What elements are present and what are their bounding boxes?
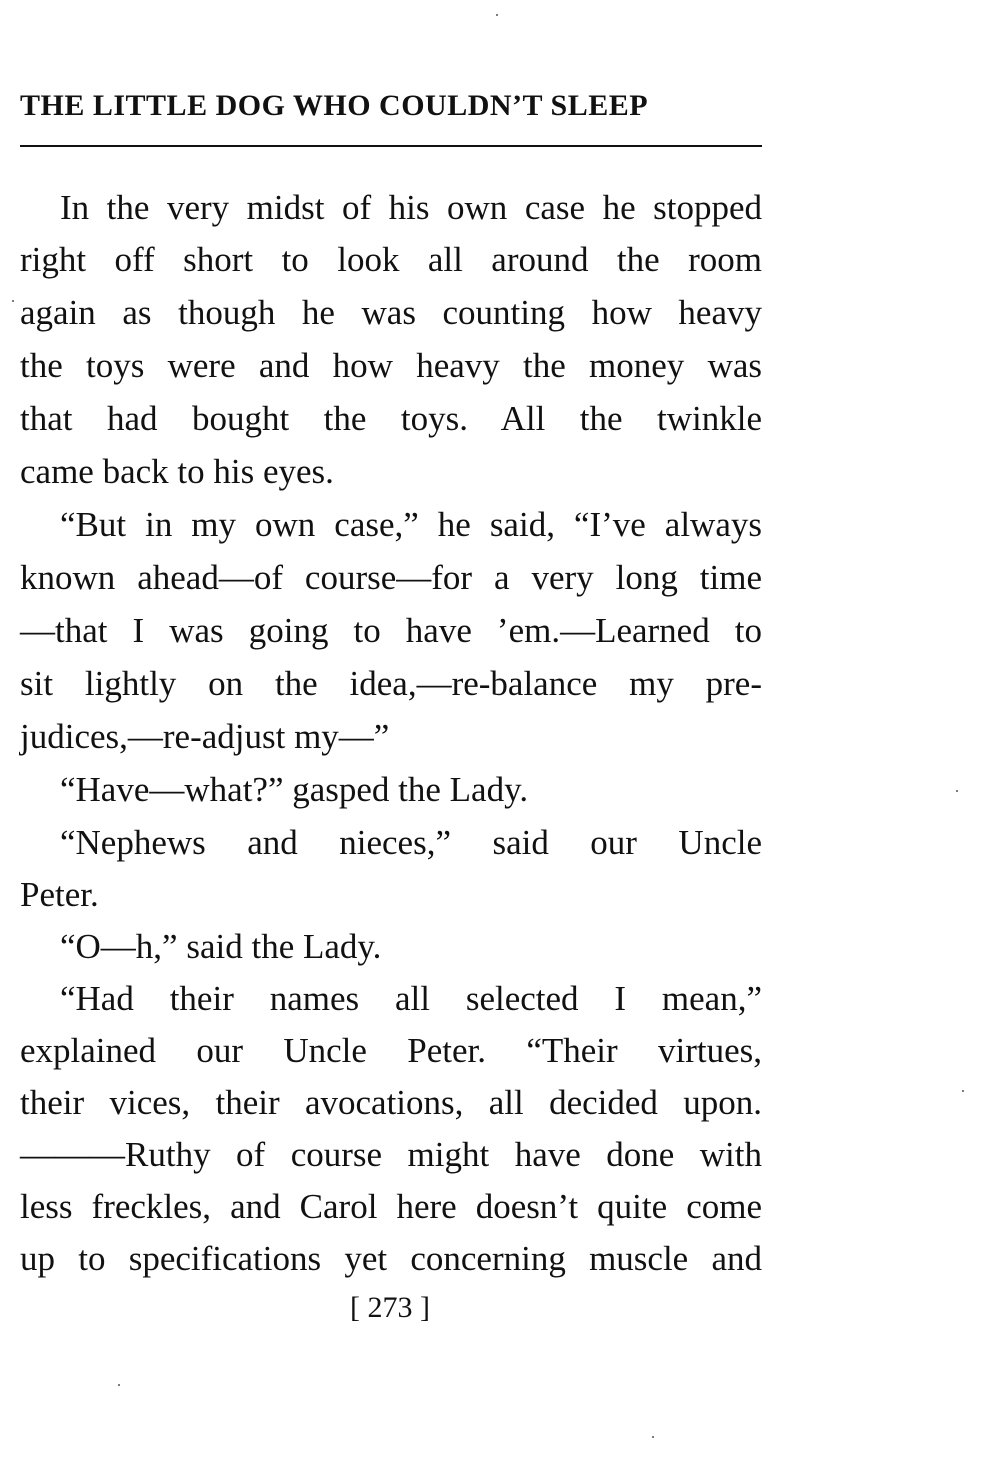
text-line: “O—h,” said the Lady.: [60, 927, 382, 966]
text-line: that had bought the toys. All the twinkle: [20, 399, 762, 438]
text-line: sit lightly on the idea,—re-balance my pre-: [20, 664, 762, 703]
text-line: came back to his eyes.: [20, 452, 334, 491]
text-line: less freckles, and Carol here doesn’t quite come: [20, 1187, 762, 1226]
text-line: “Have—what?” gasped the Lady.: [60, 770, 529, 809]
text-line: the toys were and how heavy the money was: [20, 346, 762, 385]
scan-speck: [496, 14, 498, 16]
text-line: “But in my own case,” he said, “I’ve always: [60, 505, 762, 544]
scan-speck: [118, 1384, 120, 1386]
text-line: right off short to look all around the room: [20, 240, 762, 279]
header-rule: [20, 145, 762, 147]
text-line: known ahead—of course—for a very long time: [20, 558, 762, 597]
text-line: explained our Uncle Peter. “Their virtues,: [20, 1031, 762, 1070]
text-line: —that I was going to have ’em.—Learned to: [20, 611, 762, 650]
scan-speck: [962, 1090, 964, 1092]
text-line: judices,—re-adjust my—”: [20, 717, 390, 756]
text-line: their vices, their avocations, all decided upon.: [20, 1083, 762, 1122]
page-number: [ 273 ]: [350, 1291, 430, 1324]
running-head: THE LITTLE DOG WHO COULDN’T SLEEP: [20, 89, 649, 122]
scan-speck: [652, 1436, 654, 1438]
text-line: ———Ruthy of course might have done with: [20, 1135, 762, 1174]
text-line: “Had their names all selected I mean,”: [60, 979, 762, 1018]
text-line: “Nephews and nieces,” said our Uncle: [60, 823, 762, 862]
text-line: again as though he was counting how heavy: [20, 293, 762, 332]
text-line: In the very midst of his own case he stopped: [60, 188, 762, 227]
scan-speck: [12, 300, 14, 302]
text-line: Peter.: [20, 875, 99, 914]
text-line: up to specifications yet concerning muscle and: [20, 1239, 762, 1278]
scan-speck: [956, 790, 958, 792]
